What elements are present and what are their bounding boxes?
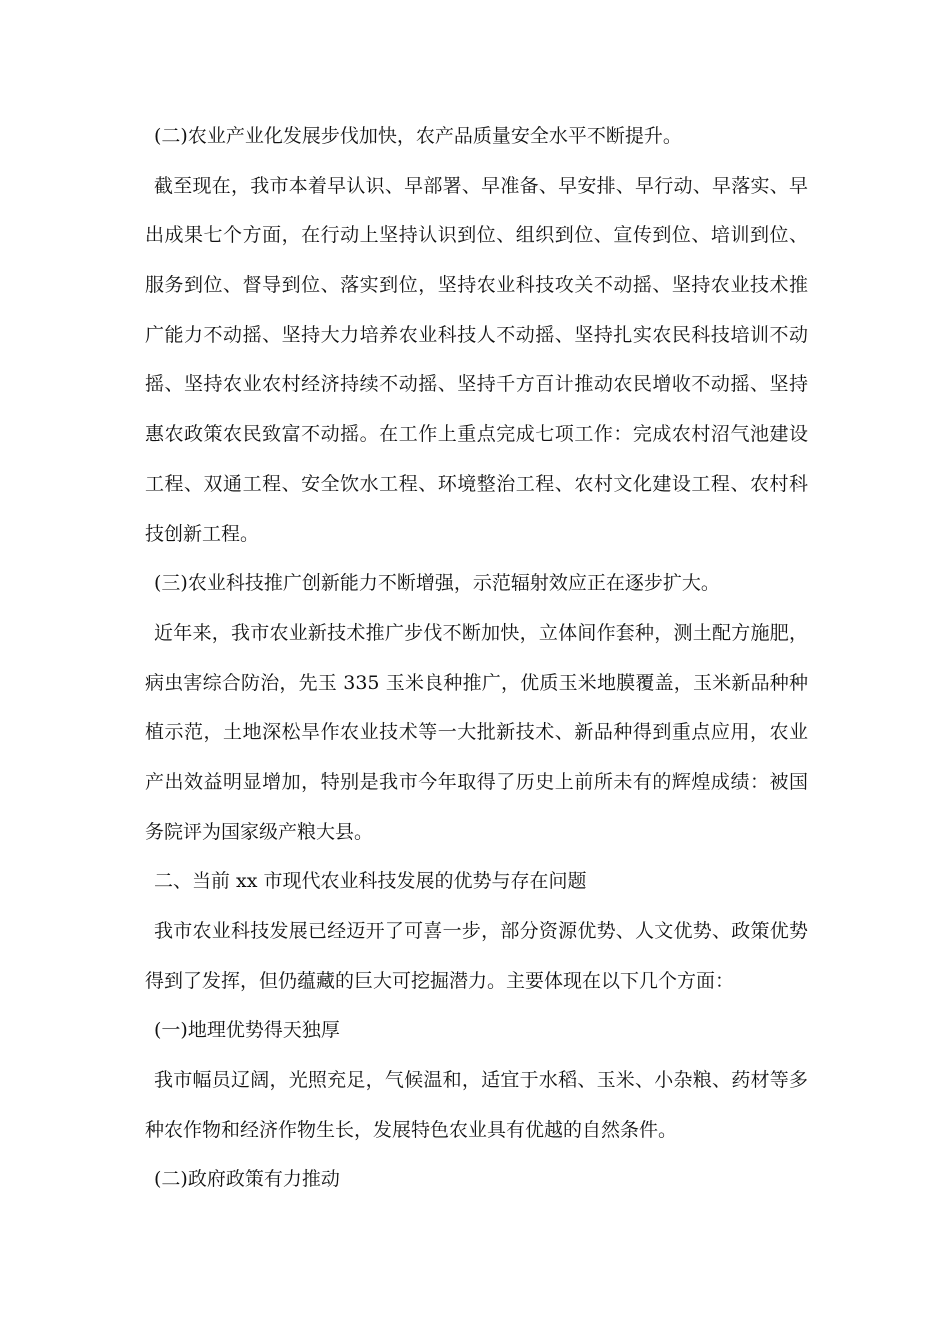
paragraph-line: 工程、双通工程、安全饮水工程、环境整治工程、农村文化建设工程、农村科 bbox=[145, 472, 808, 495]
paragraph-line: 种农作物和经济作物生长，发展特色农业具有优越的自然条件。 bbox=[145, 1118, 678, 1141]
paragraph-line: 服务到位、督导到位、落实到位，坚持农业科技攻关不动摇、坚持农业技术推 bbox=[145, 274, 808, 297]
body-paragraph-progress bbox=[145, 162, 808, 560]
paragraph-line: 广能力不动摇、坚持大力培养农业科技人不动摇、坚持扎实农民科技培训不动 bbox=[145, 323, 808, 346]
body-paragraph-geography bbox=[145, 1056, 808, 1155]
paragraph-line: 摇、坚持农业农村经济持续不动摇、坚持千方百计推动农民增收不动摇、坚持 bbox=[145, 373, 808, 396]
paragraph-line: 务院评为国家级产粮大县。 bbox=[145, 820, 374, 843]
paragraph-line: (二)农业产业化发展步伐加快，农产品质量安全水平不断提升。 bbox=[154, 125, 682, 147]
section-subheading-policy bbox=[145, 1155, 808, 1205]
paragraph-line: 惠农政策农民致富不动摇。在工作上重点完成七项工作：完成农村沼气池建设 bbox=[145, 423, 808, 446]
paragraph-line: (三)农业科技推广创新能力不断增强，示范辐射效应正在逐步扩大。 bbox=[154, 572, 720, 595]
paragraph-line: (一)地理优势得天独厚 bbox=[154, 1019, 340, 1042]
paragraph-line: 我市幅员辽阔，光照充足，气候温和，适宜于水稻、玉米、小杂粮、药材等多 bbox=[154, 1069, 808, 1092]
paragraph-line: 近年来，我市农业新技术推广步伐不断加快，立体间作套种，测土配方施肥， bbox=[154, 621, 808, 644]
paragraph-line: 出成果七个方面，在行动上坚持认识到位、组织到位、宣传到位、培训到位、 bbox=[145, 224, 808, 247]
paragraph-line: 截至现在，我市本着早认识、早部署、早准备、早安排、早行动、早落实、早 bbox=[154, 174, 808, 197]
section-subheading-tech-promotion bbox=[145, 559, 808, 609]
document-body bbox=[145, 112, 808, 1205]
body-paragraph-new-technology bbox=[145, 609, 808, 857]
paragraph-line: 二、当前 xx 市现代农业科技发展的优势与存在问题 bbox=[154, 870, 587, 893]
section-heading-advantages-problems bbox=[145, 857, 808, 907]
section-subheading-agri-industrialization bbox=[145, 112, 808, 162]
paragraph-line: 我市农业科技发展已经迈开了可喜一步，部分资源优势、人文优势、政策优势 bbox=[154, 920, 808, 942]
paragraph-line: (二)政府政策有力推动 bbox=[154, 1168, 340, 1191]
section-subheading-geography bbox=[145, 1006, 808, 1056]
paragraph-line: 技创新工程。 bbox=[145, 522, 260, 545]
paragraph-line: 植示范，土地深松旱作农业技术等一大批新技术、新品种得到重点应用，农业 bbox=[145, 721, 808, 744]
paragraph-line: 产出效益明显增加，特别是我市今年取得了历史上前所未有的辉煌成绩：被国 bbox=[145, 770, 808, 793]
paragraph-line: 病虫害综合防治，先玉 335 玉米良种推广，优质玉米地膜覆盖，玉米新品种种 bbox=[145, 671, 808, 694]
body-paragraph-overview bbox=[145, 907, 808, 1006]
paragraph-line: 得到了发挥，但仍蕴藏的巨大可挖掘潜力。主要体现在以下几个方面： bbox=[145, 969, 735, 992]
